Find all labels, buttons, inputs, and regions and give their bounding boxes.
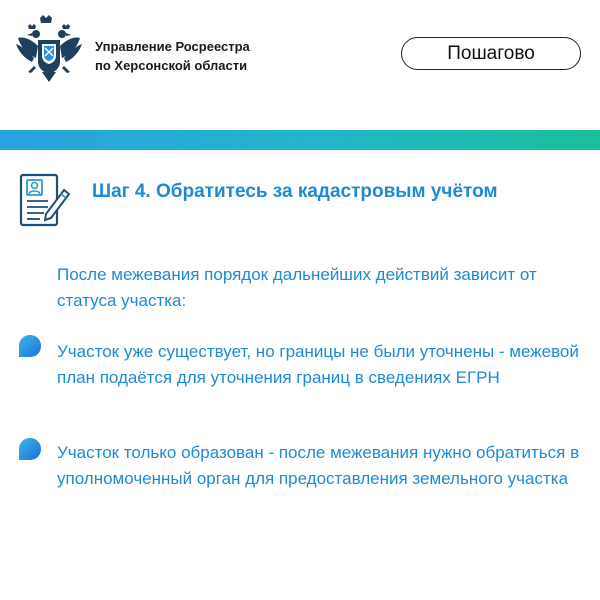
step-title: Шаг 4. Обратитесь за кадастровым учётом (92, 181, 498, 202)
organization-name-line-2: по Херсонской области (95, 58, 248, 73)
list-item: Участок только образован - после межевания нужно обратиться в уполномоченный орган для предоставления земельного участка (57, 443, 580, 488)
step-by-step-badge: Пошагово (401, 37, 581, 70)
organization-name-line-1: Управление Росреестра (95, 39, 250, 54)
speech-bubble-bullet-icon (18, 334, 42, 358)
list-item: Участок уже существует, но границы не были уточнены - межевой план подаётся для уточнения границ в сведениях ЕГРН (57, 342, 579, 387)
intro-text: После межевания порядок дальнейших действий зависит от статуса участка: (57, 265, 537, 310)
gradient-divider-band (0, 130, 600, 150)
organization-name (95, 37, 250, 75)
speech-bubble-bullet-icon (18, 437, 42, 461)
coat-of-arms-logo-icon (14, 14, 84, 84)
document-with-pen-icon (18, 172, 72, 232)
header (0, 0, 600, 130)
